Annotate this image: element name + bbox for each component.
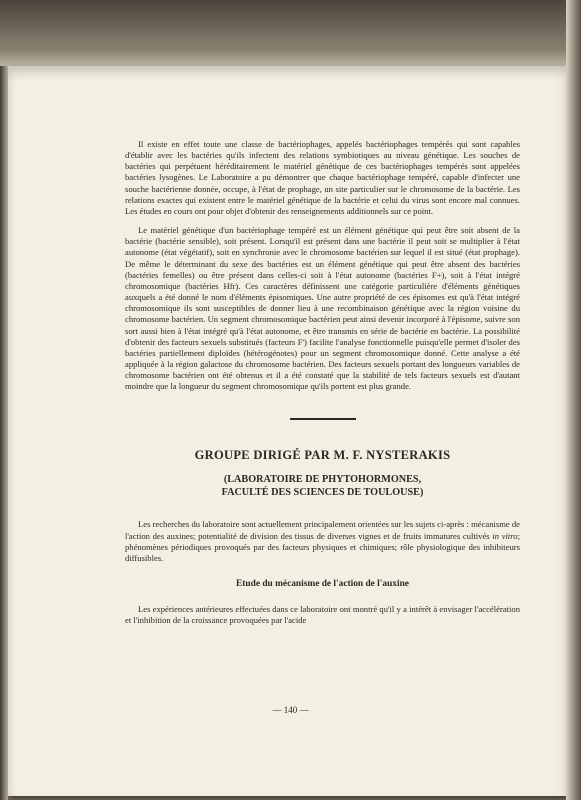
scan-background-top xyxy=(0,0,581,72)
paragraph-episomes: Le matériel génétique d'un bactériophage tempéré est un élément génétique qui peut être soit absent de la bactérie (bactérie sensible), soit présent. Lorsqu'il est présent dans une bactérie il peut soit se multiplier à l'état autonome (état végétatif), soit en synchronie avec le chromosome bactérien sur lequel il est situé (état prophage). De même le déterminant du sexe des bactéries est un élément génétique qui peut être absent des bactéries (bactéries femelles) ou être présent dans celles-ci soit à l'état autonome (bactéries F+), soit à l'état intégré chromosomique (bactéries Hfr). Ces caractères définissent une catégorie particulière d'éléments génétiques auxquels a été donné le nom d'éléments épisomiques. Une autre propriété de ces épisomes est qu'à l'état intégré chromosomique ils sont susceptibles de donner lieu à une recombinaison génétique avec la région voisine du chromosome bactérien. Un segment chromosomique bactérien peut ainsi devenir incorporé à l'épisome, suivre son sort aussi bien à l'état intégré qu'à l'état autonome, et être transmis en série de bactérie en bactérie. La possibilité d'obtenir des facteurs sexuels substitués (facteurs F') facilite l'analyse fonctionnelle puisqu'elle permet d'isoler des bactéries partiellement diploïdes (hétérogénotes) pour un segment chromosomique donné. Cette analyse a été appliquée à la région galactose du chromosome bactérien. Des facteurs sexuels portant des longueurs variables de chromosome bactérien ont été obtenus et il a été constaté que la stabilité de tels facteurs sexuels est d'autant moindre que la longueur du segment chromosomique qu'ils portent est plus grande. xyxy=(125,225,520,392)
research-topics-text-b: ; phénomènes périodiques provoqués par des facteurs physiques et chimiques; rôle physiologique des inhibiteurs diffusibles. xyxy=(125,530,520,563)
research-topics-italic: in vitro xyxy=(492,530,518,541)
page-number: — 140 — xyxy=(272,705,309,715)
research-topics-text-a: Les recherches du laboratoire sont actuellement principalement orientées sur les sujets ci-après : mécanisme de l'action des auxines; potentialité de division des tissus de diverses vignes et de fruits immatures cultivés xyxy=(125,519,520,541)
section-divider xyxy=(290,418,356,420)
laboratory-subheading xyxy=(125,473,520,499)
paragraph-research-topics xyxy=(125,519,520,564)
scan-edge-right xyxy=(566,0,581,800)
scan-edge-left xyxy=(0,66,8,800)
laboratory-subheading-line1: (LABORATOIRE DE PHYTOHORMONES, xyxy=(223,474,422,486)
group-heading: GROUPE DIRIGÉ PAR M. F. NYSTERAKIS xyxy=(194,448,451,463)
laboratory-subheading-line2: FACULTÉ DES SCIENCES DE TOULOUSE) xyxy=(221,487,424,499)
paragraph-temperate-bacteriophages: Il existe en effet toute une classe de bactériophages, appelés bactériophages tempérés qui sont capables d'établir avec les bactéries qu'ils infectent des relations symbiotiques au niveau génétique. Les souches de bactéries qui perpétuent héréditairement le matériel génétique de ces bactériophages tempérés sont appelées bactéries lysogènes. Le Laboratoire a pu démontrer que chaque bactériophage tempéré, capable d'infecter une souche bactérienne donnée, occupe, à l'état de prophage, un site particulier sur le chromosome de la bactérie. Les relations exactes qui existent entre le matériel génétique de la bactérie et celui du virus sont encore mal connues. Les études en cours ont pour objet d'obtenir des renseignements additionnels sur ce point. xyxy=(125,139,520,216)
page-content xyxy=(125,139,520,626)
paragraph-auxin-experiments: Les expériences antérieures effectuées dans ce laboratoire ont montré qu'il y a intérêt à envisager l'accélération et l'inhibition de la croissance provoquées par l'acide xyxy=(125,604,520,626)
section-heading-auxin: Etude du mécanisme de l'action de l'auxine xyxy=(236,579,409,590)
